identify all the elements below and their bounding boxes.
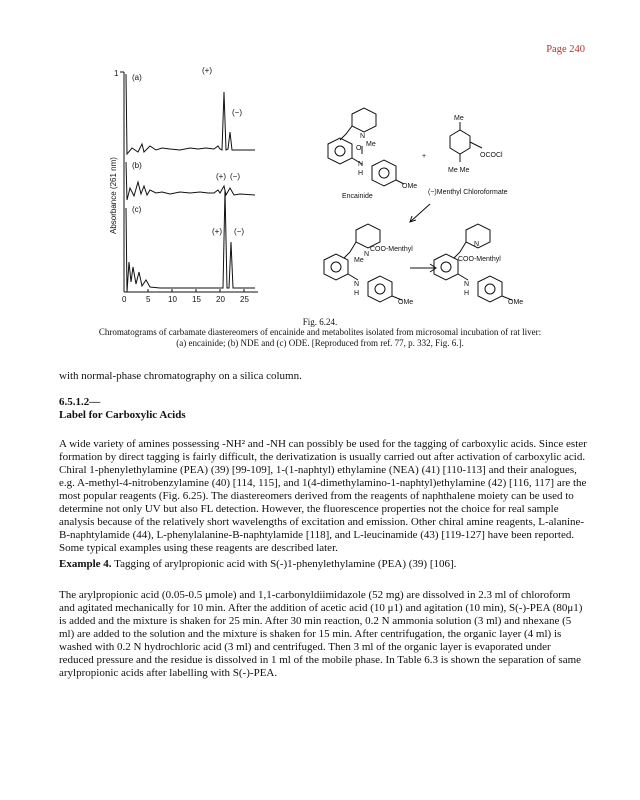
trace-b <box>126 162 255 200</box>
peak-label: (+) <box>212 227 222 236</box>
figure-6-24 <box>110 62 590 312</box>
figure-label: Fig. 6.24. <box>302 317 338 327</box>
example-text: Tagging of arylpropionic acid with S(-)1-phenylethylamine (PEA) (39) [106]. <box>114 558 457 570</box>
atom-label: N <box>464 281 470 288</box>
panel-label-b: (b) <box>132 161 142 170</box>
atom-label: Me <box>354 257 364 264</box>
example-label: Example 4. <box>59 558 112 570</box>
continuation-text: with normal-phase chromatography on a silica column. <box>59 370 302 382</box>
atom-label: H <box>464 290 470 297</box>
x-tick-label: 15 <box>192 295 201 304</box>
panel-label-c: (c) <box>132 205 142 214</box>
atom-label: Me Me <box>448 167 470 174</box>
atom-label: N <box>354 281 360 288</box>
page-number: Page 240 <box>546 44 585 55</box>
example-heading <box>59 558 587 571</box>
reaction-scheme <box>324 108 512 302</box>
reaction-arrow <box>410 204 430 222</box>
atom-label: OMe <box>402 183 418 190</box>
section-title: Label for Carboxylic Acids <box>59 409 186 421</box>
atom-label: COO-Menthyl <box>370 246 413 253</box>
x-tick-label: 25 <box>240 295 249 304</box>
atom-label: N <box>360 133 366 140</box>
x-tick-label: 0 <box>122 295 127 304</box>
peak-label: (−) <box>234 227 244 236</box>
panel-label-a: (a) <box>132 73 142 82</box>
atom-label: O <box>356 145 362 152</box>
anisyl-ring <box>372 160 396 186</box>
atom-label: Me <box>454 115 464 122</box>
trace-c <box>126 190 255 292</box>
atom-label: H <box>358 170 364 177</box>
atom-label: COO-Menthyl <box>458 256 501 263</box>
plus-sign: + <box>422 153 427 160</box>
peak-label: (−) <box>230 172 240 181</box>
chromatogram-panel <box>120 72 258 292</box>
atom-label: OMe <box>508 299 524 306</box>
y-axis-label: Absorbance (261 nm) <box>109 157 118 234</box>
atom-label: OCOCl <box>480 152 503 159</box>
atom-label: Me <box>366 141 376 148</box>
atom-label: OMe <box>398 299 414 306</box>
atom-label: N <box>358 161 364 168</box>
menthyl-ring <box>450 130 470 154</box>
peak-label: (+) <box>216 172 226 181</box>
x-tick-label: 20 <box>216 295 225 304</box>
x-tick-label: 10 <box>168 295 177 304</box>
y-mark: 1 <box>114 69 119 78</box>
atom-label: N <box>474 241 480 248</box>
figure-caption: Chromatograms of carbamate diastereomers of encainide and metabolites isolated from microsomal incubation of rat liver: (a) encainide; (b) NDE and (c) ODE. [Reproduced from ref. 77, p. 332, Fig. 6.]. <box>98 327 542 348</box>
peak-label: (−) <box>232 108 242 117</box>
peak-label: (+) <box>202 66 212 75</box>
encainide-label: Encainide <box>342 193 373 200</box>
atom-label: N <box>364 251 370 258</box>
piperidine-ring <box>352 108 376 132</box>
section-number: 6.5.1.2— <box>59 396 101 408</box>
atom-label: H <box>354 290 360 297</box>
x-tick-label: 5 <box>146 295 151 304</box>
menthyl-chloroformate-label: (−)Menthyl Chloroformate <box>428 189 508 196</box>
benzene-ring <box>328 138 352 164</box>
section-paragraph: A wide variety of amines possessing -NH² and -NH can possibly be used for the tagging of carboxylic acids. Since ester formation by direct tagging is fairly difficult, the derivatization is usually carried out after activation of carboxylic acid. Chiral 1-phenylethylamine (PEA) (39) [99-109], 1-(1-naphtyl) ethylamine (NEA) (41) [110-113] and their analogues, e.g. A-methyl-4-nitrobenzylamine (40) [114, 115], and 1(4-dimethylamino-1-naphtyl)ethylamine (42) [116, 117] are the most popular reagents (Fig. 6.25). The diastereomers derived from the reagents of naphthalene moiety can be used to determine not only UV but also FL detection. However, the fluorescence properties not the choice for real sample analysis because of the relatively short wavelengths of excitation and emission. Other chiral amine reagents, L-alanine-B-naphtylamide (44), L-phenylalanine-B-naphtylamide [118], and L-leucinamide (43) [119-127] have been reported. Some typical examples using these reagents are described later. <box>59 438 587 554</box>
procedure-paragraph: The arylpropionic acid (0.05-0.5 μmole) and 1,1-carbonyldiimidazole (52 mg) are dissolved in 2.3 ml of chloroform and agitated mechanically for 10 min. After the addition of acetic acid (10 μ1) and agitation (10 min), S(-)-PEA (80μ1) is added and the mixture is shaken for 25 min. After 30 min reaction, 0.2 N ammonia solution (3 ml) and nhexane (5 ml) are added to the solution and the mixture is shaken for 15 min. After centrifugation, the organic layer (4 ml) is washed with 0.2 N hydrochloric acid (3 ml) and centrifuged. Then 3 ml of the organic layer is evaporated under reduced pressure and the residue is dissolved in 1 ml of the mobile phase. In Table 6.3 is shown the separation of same arylpropionic acids after labelling with S(-)-PEA. <box>59 589 583 679</box>
